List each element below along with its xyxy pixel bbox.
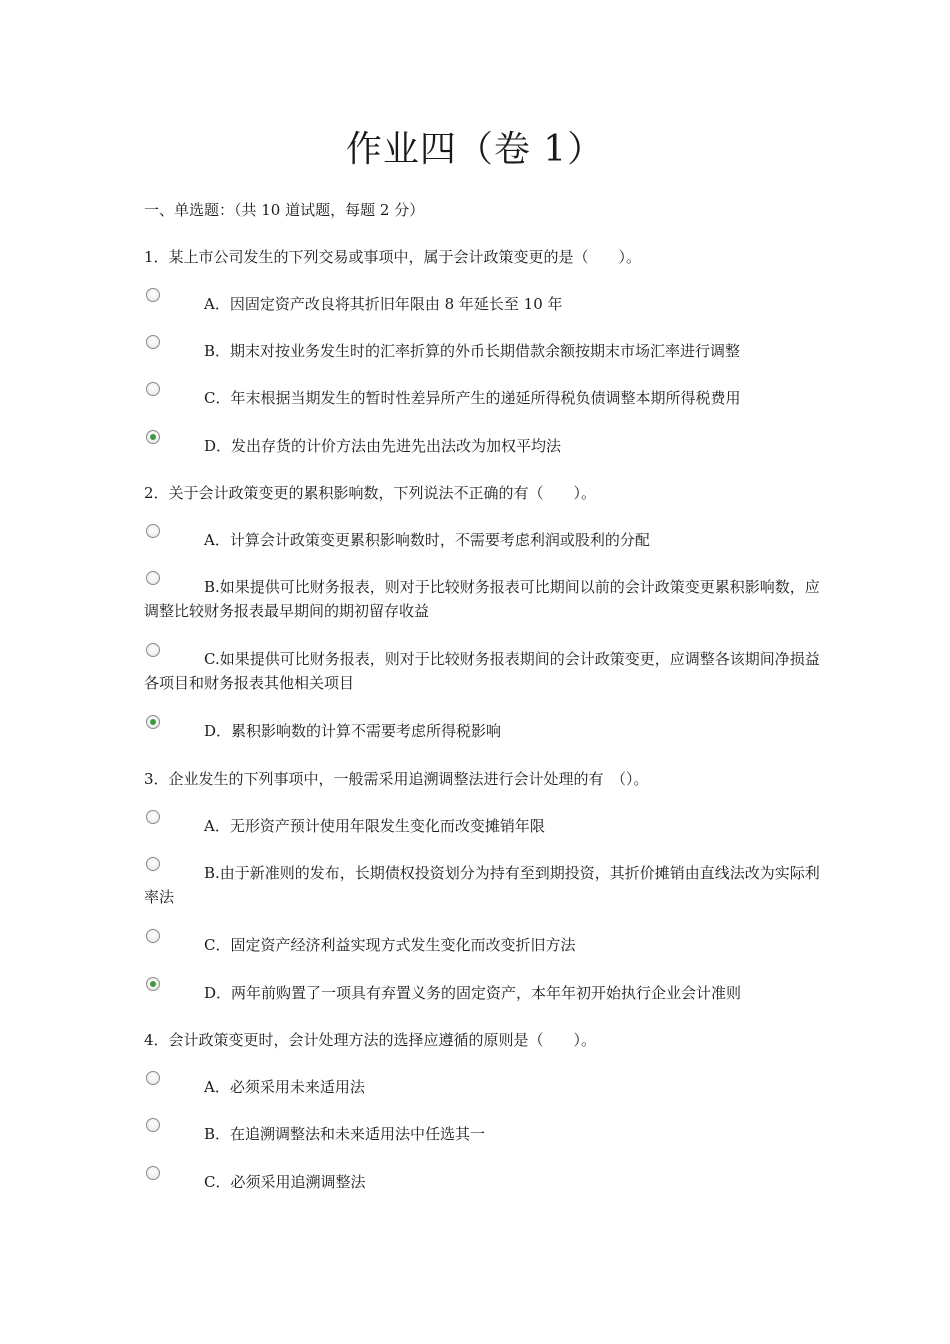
option-label: C．必须采用追溯调整法: [204, 1173, 366, 1191]
option-label: B．期末对按业务发生时的汇率折算的外币长期借款余额按期末市场汇率进行调整: [204, 342, 741, 360]
question-1-stem: 1．某上市公司发生的下列交易或事项中，属于会计政策变更的是（ ）。: [144, 248, 642, 266]
option-label: B.如果提供可比财务报表，则对于比较财务报表可比期间以前的会计政策变更累积影响数，应调整比较财务报表最早期间的期初留存收益: [144, 578, 820, 620]
question-4-option-b[interactable]: [144, 1122, 824, 1146]
radio-button-icon[interactable]: [146, 810, 160, 824]
option-label: C．年末根据当期发生的暂时性差异所产生的递延所得税负债调整本期所得税费用: [204, 389, 741, 407]
radio-button-icon[interactable]: [146, 571, 160, 585]
question-3-option-c[interactable]: [144, 933, 824, 957]
radio-button-checked-icon[interactable]: [146, 715, 160, 729]
option-label: D．发出存货的计价方法由先进先出法改为加权平均法: [204, 437, 562, 455]
question-4-option-c[interactable]: [144, 1170, 824, 1194]
radio-button-icon[interactable]: [146, 857, 160, 871]
question-2-option-a[interactable]: [144, 528, 824, 552]
question-1-option-a[interactable]: [144, 292, 824, 316]
option-label: A．计算会计政策变更累积影响数时，不需要考虑利润或股利的分配: [204, 531, 650, 549]
option-label: C．固定资产经济利益实现方式发生变化而改变折旧方法: [204, 936, 576, 954]
radio-button-icon[interactable]: [146, 643, 160, 657]
question-1-option-d[interactable]: [144, 434, 824, 458]
radio-button-icon[interactable]: [146, 382, 160, 396]
radio-button-icon[interactable]: [146, 288, 160, 302]
page-title: 作业四（卷 1）: [345, 129, 605, 170]
question-2-stem: 2．关于会计政策变更的累积影响数，下列说法不正确的有（ ）。: [144, 484, 597, 502]
option-label: A．因固定资产改良将其折旧年限由 8 年延长至 10 年: [204, 295, 563, 313]
section-heading: 一、单选题：（共 10 道试题，每题 2 分）: [144, 201, 425, 219]
option-label: D．两年前购置了一项具有弃置义务的固定资产，本年年初开始执行企业会计准则: [204, 984, 742, 1002]
radio-button-icon[interactable]: [146, 1118, 160, 1132]
option-label: B．在追溯调整法和未来适用法中任选其一: [204, 1125, 486, 1143]
question-1-option-b[interactable]: [144, 339, 824, 363]
question-4-stem: 4．会计政策变更时，会计处理方法的选择应遵循的原则是（ ）。: [144, 1031, 597, 1049]
question-2-option-c[interactable]: [144, 647, 824, 695]
option-label: D．累积影响数的计算不需要考虑所得税影响: [204, 722, 502, 740]
question-3-stem: 3．企业发生的下列事项中，一般需采用追溯调整法进行会计处理的有 （）。: [144, 770, 649, 788]
question-1-option-c[interactable]: [144, 386, 824, 410]
radio-button-icon[interactable]: [146, 929, 160, 943]
question-4-option-a[interactable]: [144, 1075, 824, 1099]
option-label: B.由于新准则的发布，长期债权投资划分为持有至到期投资，其折价摊销由直线法改为实际利率法: [144, 864, 820, 906]
radio-button-checked-icon[interactable]: [146, 430, 160, 444]
option-label: A．必须采用未来适用法: [204, 1078, 365, 1096]
radio-button-icon[interactable]: [146, 524, 160, 538]
option-label: C.如果提供可比财务报表，则对于比较财务报表期间的会计政策变更，应调整各该期间净损益各项目和财务报表其他相关项目: [144, 650, 820, 692]
radio-button-checked-icon[interactable]: [146, 977, 160, 991]
radio-button-icon[interactable]: [146, 1166, 160, 1180]
question-3-option-d[interactable]: [144, 981, 824, 1005]
question-2-option-b[interactable]: [144, 575, 824, 623]
question-3-option-a[interactable]: [144, 814, 824, 838]
question-3-option-b[interactable]: [144, 861, 824, 909]
option-label: A．无形资产预计使用年限发生变化而改变摊销年限: [204, 817, 545, 835]
radio-button-icon[interactable]: [146, 1071, 160, 1085]
question-2-option-d[interactable]: [144, 719, 824, 743]
radio-button-icon[interactable]: [146, 335, 160, 349]
